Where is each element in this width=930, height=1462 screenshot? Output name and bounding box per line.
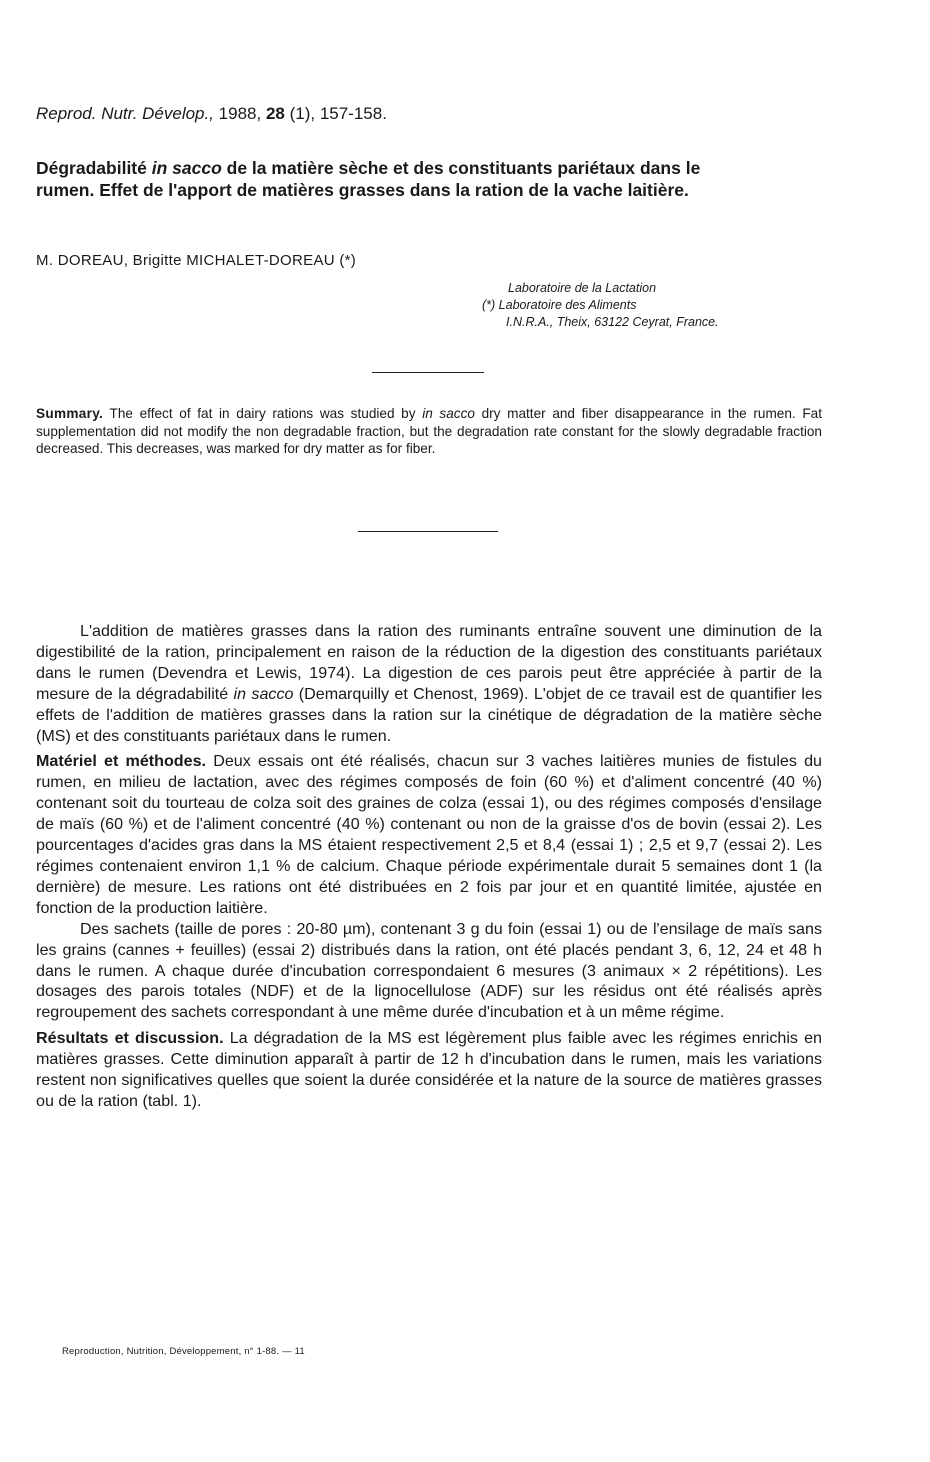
article-body <box>36 621 822 1112</box>
journal-issue-pages: (1), 157-158. <box>284 104 387 123</box>
article-title <box>36 157 736 201</box>
journal-citation <box>36 104 387 124</box>
results-text: La dégradation de la MS est légèrement plus faible avec les régimes enrichis en matières grasses. Cette diminution apparaît à partir de 12 h d'incubation dans le rumen, mais les variations restent non significatives quelles que soient la durée considérée et la nature de la source de matières grasses ou de la ration (tabl. 1). <box>36 1029 822 1110</box>
affiliation-line: I.N.R.A., Theix, 63122 Ceyrat, France. <box>506 315 719 329</box>
title-italic: in sacco <box>151 158 222 178</box>
journal-name: Reprod. Nutr. Dévelop., <box>36 104 214 123</box>
methods-paragraph-2: Des sachets (taille de pores : 20-80 µm), contenant 3 g du foin (essai 1) ou de l'ensilage de maïs sans les grains (cannes + feuilles) (essai 2) distribués dans la ration, ont été placés pendant 3, 6, 12, 24 et 48 h dans le rumen. A chaque durée d'incubation correspondaient 6 mesures (3 animaux × 2 répétitions). Les dosages des parois totales (NDF) et de la lignocellulose (ADF) sur les résidus ont été réalisés après regroupement des sachets correspondant à une même durée d'incubation et à un même régime. <box>36 919 822 1022</box>
divider <box>372 372 484 373</box>
intro-paragraph <box>36 621 822 746</box>
divider <box>358 531 498 532</box>
summary-abstract <box>36 405 822 458</box>
title-text-2: de la matière sèche et des constituants pariétaux dans le rumen. Effet de l'apport de matières grasses dans la ration de la vache laitière. <box>36 158 701 200</box>
author-list: M. DOREAU, Brigitte MICHALET-DOREAU (*) <box>36 252 357 269</box>
results-heading: Résultats et discussion. <box>36 1029 224 1048</box>
title-text-1: Dégradabilité <box>36 158 152 178</box>
journal-volume: 28 <box>265 104 285 123</box>
intro-text-1: L'addition de matières grasses dans la ration des ruminants entraîne souvent une diminution de la digestibilité de la ration, principalement en raison de la réduction de la digestion des constituants pariétaux dans le rumen (Devendra et Lewis, 1974). La digestion de ces parois peut être appréciée à partir de la mesure de la dégradabilité <box>36 622 822 703</box>
summary-text-2: dry matter and fiber disappearance in the rumen. Fat supplementation did not modify the non degradable fraction, but the degradation rate constant for the slowly degradable fraction decreased. This decreases, was marked for dry matter as for fiber. <box>36 406 822 456</box>
intro-italic: in sacco <box>233 684 294 703</box>
methods-paragraph <box>36 751 822 918</box>
page-footer: Reproduction, Nutrition, Développement, n° 1-88. — 11 <box>62 1346 305 1357</box>
affiliations <box>470 280 719 331</box>
intro-text-2: (Demarquilly et Chenost, 1969). L'objet de ce travail est de quantifier les effets de l'addition de matières grasses dans la ration sur la cinétique de dégradation de la matière sèche (MS) et des constituants pariétaux dans le rumen. <box>36 684 822 745</box>
journal-year: 1988, <box>213 104 266 123</box>
affiliation-line: (*) Laboratoire des Aliments <box>482 298 637 312</box>
methods-text: Deux essais ont été réalisés, chacun sur 3 vaches laitières munies de fistules du rumen, en milieu de lactation, avec des régimes composés de foin (60 %) et d'aliment concentré (40 %) contenant soit du tourteau de colza soit des graines de colza (essai 1), ou des régimes composés d'ensilage de maïs (60 %) et de l'aliment concentré (40 %) contenant ou non de la graisse d'os de bovin (essai 2). Les pourcentages d'acides gras dans la MS étaient respectivement 2,5 et 8,4 (essai 1) ; 2,5 et 9,7 (essai 2). Les régimes contenaient environ 1,1 % de calcium. Chaque période expérimentale durait 5 semaines dont 1 (la dernière) de mesure. Les rations ont été distribuées en 2 fois par jour et en quantité limitée, ajustée en fonction de la production laitière. <box>36 752 823 917</box>
affiliation-line: Laboratoire de la Lactation <box>508 281 657 295</box>
summary-label: Summary. <box>36 406 104 421</box>
summary-italic: in sacco <box>422 406 475 421</box>
methods-heading: Matériel et méthodes. <box>36 752 207 771</box>
results-paragraph <box>36 1028 822 1112</box>
summary-text-1: The effect of fat in dairy rations was studied by <box>103 406 423 421</box>
